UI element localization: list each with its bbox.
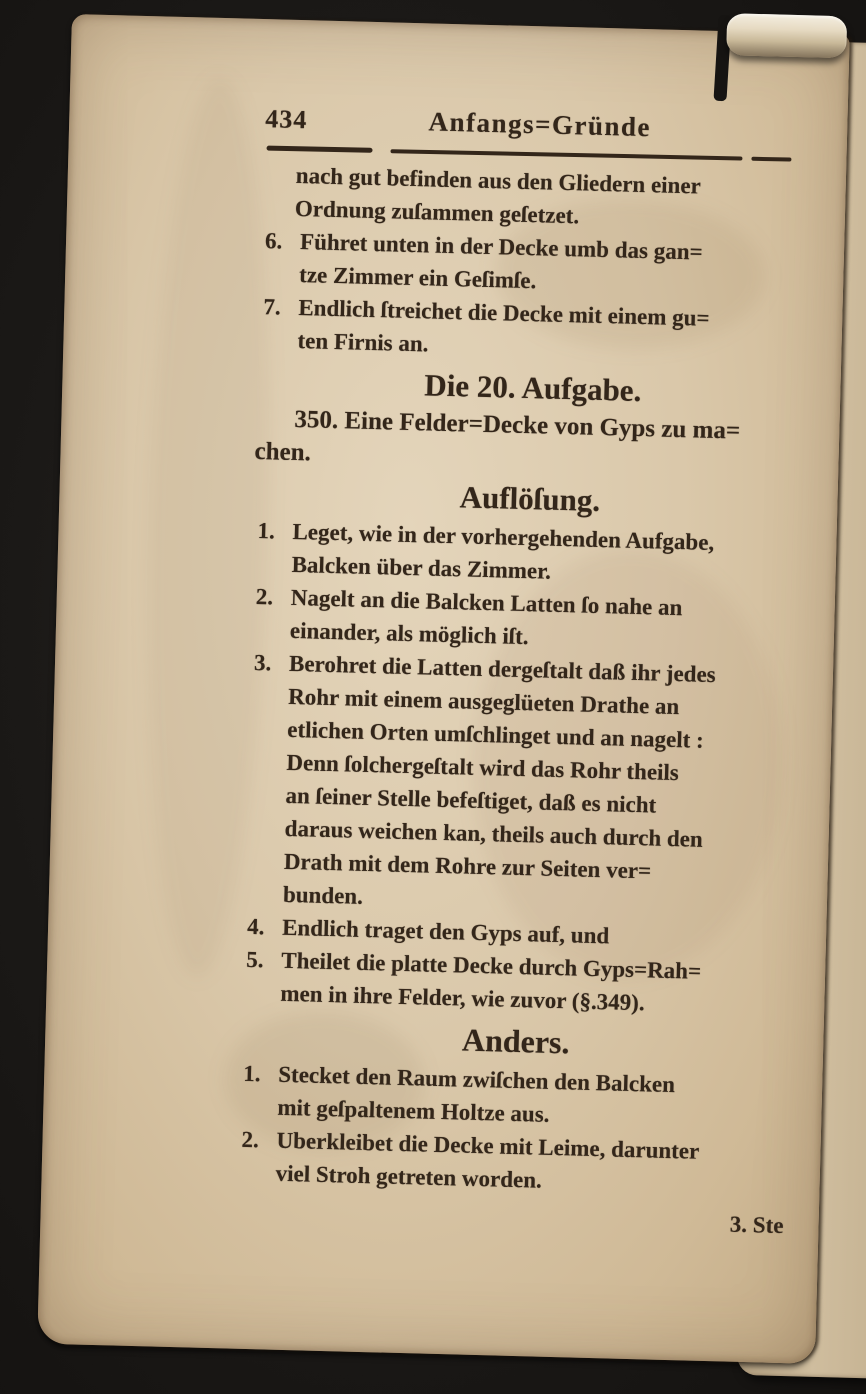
item-line: men in ihre Felder, wie zuvor (§.349). [280,980,645,1016]
item-number: 3. [253,649,272,676]
item-line: ten Firnis an. [297,328,429,357]
body-line: Ordnung zuſammen geſetzet. [294,195,580,229]
item-number: 1. [257,518,276,544]
item-line: Theilet die platte Decke durch Gyps=Rah= [280,947,702,984]
section-heading-aufloesung: Auflöſung. [459,479,601,518]
body-line: nach gut befinden aus den Gliedern einer [295,162,702,199]
item-line: tze Zimmer ein Geſimſe. [298,262,537,294]
item-line: Uberkleibet die Decke mit Leime, darunter [276,1127,700,1164]
item-number: 5. [245,946,264,973]
list-item [244,943,791,1023]
running-title: Anfangs=Gründe [428,106,652,143]
text-column [238,99,812,1242]
section-heading-aufgabe: Die 20. Aufgabe. [423,367,642,409]
item-line: mit geſpaltenem Holtze aus. [277,1094,550,1127]
item-number: 4. [246,913,265,940]
item-line: Rohr mit einem ausgeglüeten Drathe an [287,683,680,720]
item-number: 1. [243,1060,261,1087]
catchword: 3. Ste [729,1211,784,1239]
list-item [261,290,808,370]
page-number: 434 [264,104,308,135]
item-line: Nagelt an die Balcken Latten ſo nahe an [290,584,683,621]
item-number: 6. [264,228,283,254]
item-line: Führet unten in der Decke umb das gan= [299,229,703,265]
item-line: an ſeiner Stelle befeſtiget, daß es nicht [285,782,657,818]
page-header [264,99,813,151]
section-heading-anders: Anders. [461,1021,571,1061]
item-number: 2. [255,584,274,610]
rule-segment [390,149,742,160]
item-line: viel Stroh getreten worden. [275,1160,543,1193]
rule-segment [267,146,373,153]
item-line: Stecket den Raum zwiſchen den Balcken [277,1061,676,1098]
item-line: einander, als möglich iſt. [289,617,529,650]
problem-statement-line: chen. [254,437,312,467]
item-line: Endlich ſtreichet die Decke mit einem gu= [298,295,710,331]
problem-statement [254,402,805,482]
item-number: 2. [241,1126,260,1153]
item-line: daraus weichen kan, theils auch durch den [284,815,704,852]
item-line: Berohret die Latten dergeſtalt daß ihr jedes [288,650,717,688]
book-spread [37,14,850,1364]
book-page [37,14,850,1364]
item-line: Leget, wie in der vorhergehenden Aufgabe, [292,518,715,555]
page-curl [726,13,847,58]
item-line: Endlich traget den Gyps auf, und [281,914,610,949]
item-line: Balcken über das Zimmer. [291,551,552,584]
rule-segment [751,157,791,162]
list-item [247,646,799,924]
item-number: 7. [263,294,281,320]
item-line: bunden. [282,881,364,909]
list-item [239,1123,786,1203]
problem-statement-line: 350. Eine Felder=Decke von Gyps zu ma= [294,405,741,445]
item-line: etlichen Orten umſchlinget und an nagelt : [287,716,705,753]
item-line: Drath mit dem Rohre zur Seiten ver= [283,848,652,884]
item-line: Denn ſolchergeſtalt wird das Rohr theils [286,749,680,786]
